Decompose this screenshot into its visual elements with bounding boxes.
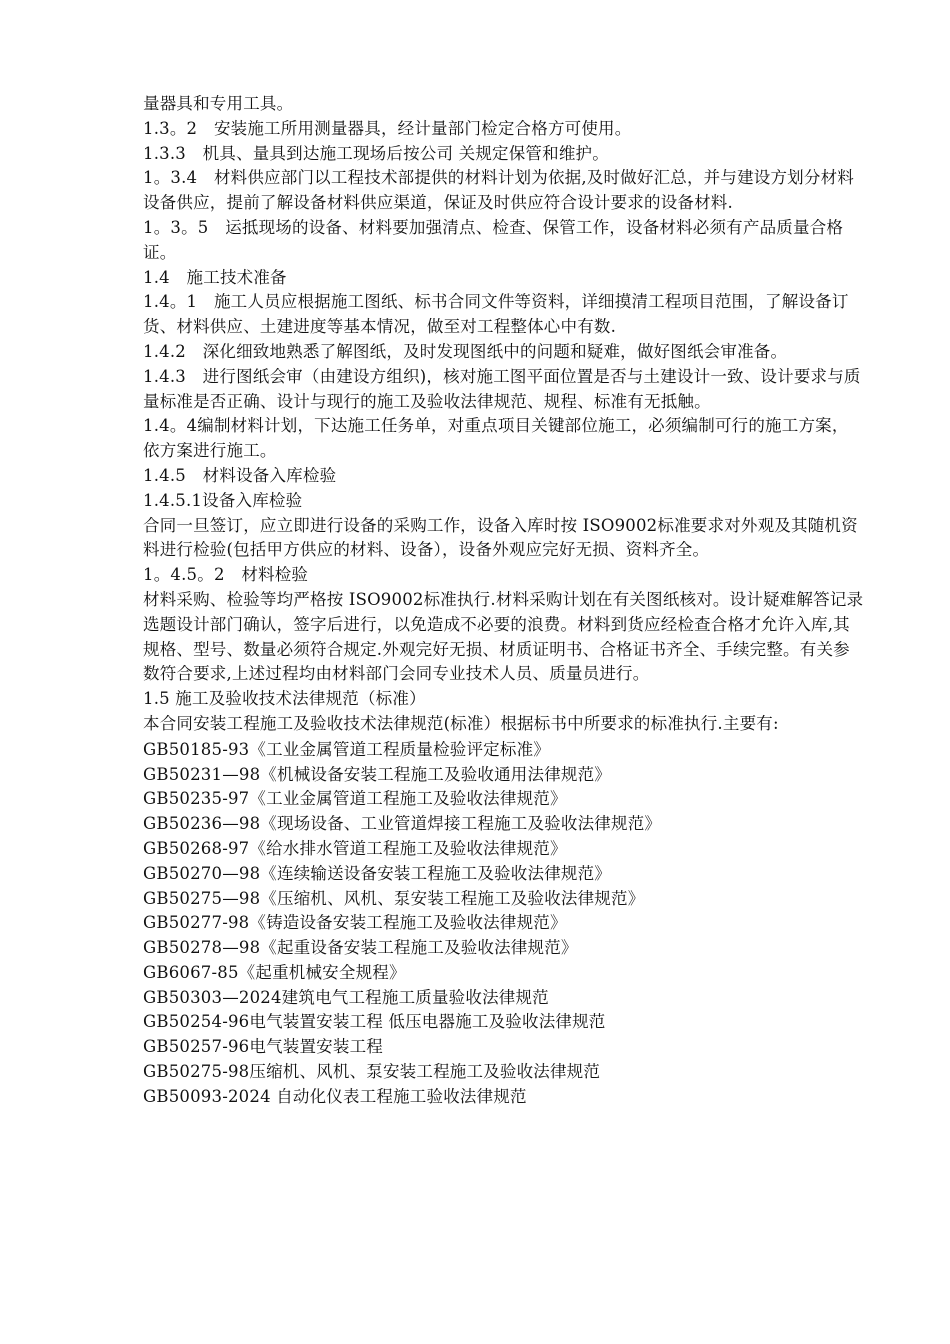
clause-1-3-3: 1.3.3 机具、量具到达施工现场后按公司 关规定保管和维护。: [143, 143, 609, 163]
material-inspection-text: 材料采购、检验等均严格按 ISO9002标准执行.材料采购计划在有关图纸核对。设计疑难解答记录选题设计部门确认，签字后进行，以免造成不必要的浪费。材料到货应经检查合格才允许入库,其规格、型号、数量必须符合规定.外观完好无损、材质证明书、合格证书齐全、手续完整。有关参数符合要求,上述过程均由材料部门会同专业技术人员、质量员进行。: [143, 589, 864, 684]
equipment-inspection-text: 合同一旦签订，应立即进行设备的采购工作，设备入库时按 ISO9002标准要求对外观及其随机资料进行检验(包括甲方供应的材料、设备），设备外观应完好无损、资料齐全。: [143, 515, 858, 560]
subheading-1-4-5-2: 1。4.5。2 材料检验: [143, 565, 309, 585]
standard-item: GB50277-98《铸造设备安装工程施工及验收法律规范》: [143, 913, 567, 933]
clause-1-4-2: 1.4.2 深化细致地熟悉了解图纸，及时发现图纸中的问题和疑难，做好图纸会审准备。: [143, 341, 788, 361]
standard-item: GB50254-96电气装置安装工程 低压电器施工及验收法律规范: [143, 1012, 606, 1032]
standard-item: GB50275—98《压缩机、风机、泵安装工程施工及验收法律规范》: [143, 888, 645, 908]
standard-item: GB50236—98《现场设备、工业管道焊接工程施工及验收法律规范》: [143, 814, 662, 834]
clause-1-3-2: 1.3。2 安装施工所用测量器具，经计量部门检定合格方可使用。: [143, 118, 632, 138]
section-heading-1-4-5: 1.4.5 材料设备入库检验: [143, 465, 337, 485]
standards-intro-text: 本合同安装工程施工及验收技术法律规范(标准）根据标书中所要求的标准执行.主要有:: [143, 713, 779, 733]
standard-item: GB50235-97《工业金属管道工程施工及验收法律规范》: [143, 789, 567, 809]
section-heading-1-5: 1.5 施工及验收技术法律规范（标准）: [143, 689, 426, 709]
standard-item: GB50257-96电气装置安装工程: [143, 1037, 383, 1057]
subheading-1-4-5-1: 1.4.5.1设备入库检验: [143, 490, 303, 510]
standard-item: GB50275-98压缩机、风机、泵安装工程施工及验收法律规范: [143, 1062, 601, 1082]
clause-1-4-3: 1.4.3 进行图纸会审（由建设方组织)，核对施工图平面位置是否与土建设计一致、设计要求与质量标准是否正确、设计与现行的施工及验收法律规范、规程、标准有无抵触。: [143, 366, 861, 411]
standard-item: GB50303—2024建筑电气工程施工质量验收法律规范: [143, 987, 549, 1007]
clause-1-4-1: 1.4。1 施工人员应根据施工图纸、标书合同文件等资料，详细摸清工程项目范围，了解设备订货、材料供应、土建进度等基本情况，做至对工程整体心中有数.: [143, 292, 849, 337]
clause-1-4-4: 1.4。4编制材料计划，下达施工任务单，对重点项目关键部位施工，必须编制可行的施工方案，依方案进行施工。: [143, 416, 849, 461]
standard-item: GB50278—98《起重设备安装工程施工及验收法律规范》: [143, 938, 578, 958]
clause-1-3-5: 1。3。5 运抵现场的设备、材料要加强清点、检查、保管工作，设备材料必须有产品质量合格证。: [143, 217, 844, 262]
standard-item: GB50093-2024 自动化仪表工程施工验收法律规范: [143, 1086, 527, 1106]
standard-item: GB50185-93《工业金属管道工程质量检验评定标准》: [143, 739, 550, 759]
standard-item: GB50270—98《连续输送设备安装工程施工及验收法律规范》: [143, 863, 611, 883]
standard-item: GB50268-97《给水排水管道工程施工及验收法律规范》: [143, 838, 567, 858]
standard-item: GB6067-85《起重机械安全规程》: [143, 962, 406, 982]
standard-item: GB50231—98《机械设备安装工程施工及验收通用法律规范》: [143, 764, 611, 784]
clause-1-3-4: 1。3.4 材料供应部门以工程技术部提供的材料计划为依据,及时做好汇总，并与建设方划分材料设备供应，提前了解设备材料供应渠道，保证及时供应符合设计要求的设备材料.: [143, 168, 854, 213]
standards-list: [143, 738, 865, 1110]
document-page: [143, 92, 865, 1110]
text-continuation: 量器具和专用工具。: [143, 94, 294, 113]
section-heading-1-4: 1.4 施工技术准备: [143, 267, 287, 287]
